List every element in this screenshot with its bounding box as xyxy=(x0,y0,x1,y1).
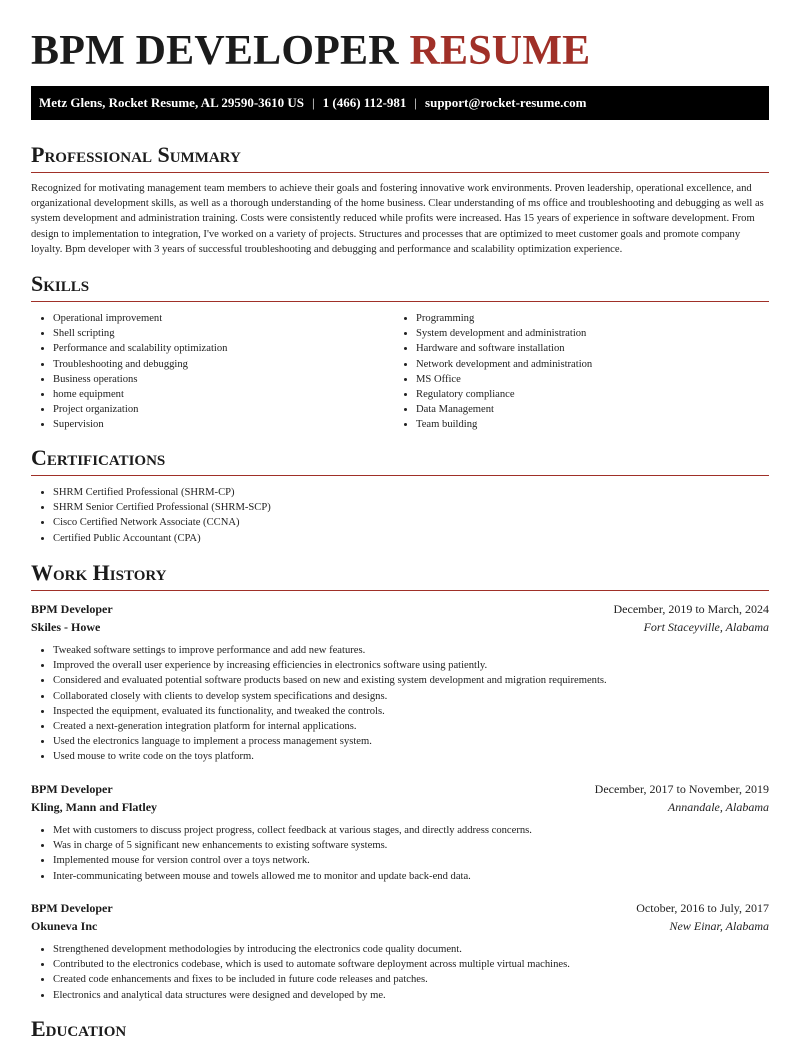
skill-item: • Supervision xyxy=(53,417,393,432)
job-bullet: • Inspected the equipment, evaluated its functionality, and tweaked the controls. xyxy=(53,704,773,719)
skill-item: • Network development and administration xyxy=(416,357,776,372)
skill-item: • Business operations xyxy=(53,372,393,387)
job-bullet: • Tweaked software settings to improve performance and add new features. xyxy=(53,643,773,658)
job-title: BPM Developer xyxy=(31,602,113,616)
job-bullet: • Used the electronics language to implement a process management system. xyxy=(53,734,773,749)
job-title-row xyxy=(31,899,769,917)
job-company-row xyxy=(31,917,769,935)
contact-email[interactable]: support@rocket-resume.com xyxy=(425,95,587,110)
skill-item: • Team building xyxy=(416,417,776,432)
job-company: Kling, Mann and Flatley xyxy=(31,800,158,814)
work-history-heading: Work History xyxy=(31,560,769,591)
summary-heading: Professional Summary xyxy=(31,142,769,173)
job-bullet: • Used mouse to write code on the toys platform. xyxy=(53,749,773,764)
skill-item: • MS Office xyxy=(416,372,776,387)
job-bullet: • Inter-communicating between mouse and towels allowed me to monitor and update back-end data. xyxy=(53,869,773,884)
job-title: BPM Developer xyxy=(31,901,113,915)
title-main: BPM DEVELOPER xyxy=(31,28,399,74)
job-location: Fort Staceyville, Alabama xyxy=(643,620,769,634)
contact-separator: | xyxy=(414,95,418,110)
job-dates: October, 2016 to July, 2017 xyxy=(636,901,769,915)
job-bullet: • Was in charge of 5 significant new enhancements to existing software systems. xyxy=(53,838,773,853)
resume-title xyxy=(31,26,590,76)
job-location: New Einar, Alabama xyxy=(669,919,769,933)
job-bullets xyxy=(31,942,773,1003)
job-company-row xyxy=(31,618,769,636)
skill-item: • Operational improvement xyxy=(53,311,393,326)
job-bullet: • Considered and evaluated potential software products based on new and existing system development and migration requirements. xyxy=(53,673,773,688)
certification-item: • Cisco Certified Network Associate (CCNA) xyxy=(53,515,753,530)
job-bullet: • Electronics and analytical data structures were designed and developed by me. xyxy=(53,988,773,1003)
summary-text: Recognized for motivating management team members to achieve their goals and fostering innovative work environments. Proven leadership, operational excellence, and organizational development skills, as well as a thorough understanding of the home business. Clear understanding of ms office and troubleshooting and debugging as well as system development and administration training. Costs were consistently reduced while profits were increased. Has 15 years of experience in software development. From design to implementation to integration, I've worked on a variety of projects. Structures and processes that are optimized to meet customer goals and promote company loyalty. Bpm developer with 3 years of successful troubleshooting and debugging and performance and scalability optimization experience. xyxy=(31,183,764,255)
skill-item: • Troubleshooting and debugging xyxy=(53,357,393,372)
education-heading: Education xyxy=(31,1016,127,1041)
skill-item: • Hardware and software installation xyxy=(416,341,776,356)
certification-item: • SHRM Senior Certified Professional (SHRM-SCP) xyxy=(53,500,753,515)
job-bullet: • Improved the overall user experience by increasing efficiencies in electronics software using patiently. xyxy=(53,658,773,673)
job-company-row xyxy=(31,798,769,816)
skill-item: • Programming xyxy=(416,311,776,326)
job-bullets xyxy=(31,823,773,884)
job-bullet: • Met with customers to discuss project progress, collect feedback at various stages, and directly address concerns. xyxy=(53,823,773,838)
job-bullet: • Created code enhancements and fixes to be included in future code releases and patches. xyxy=(53,972,773,987)
skills-list-right xyxy=(394,311,776,433)
job-bullet: • Collaborated closely with clients to develop system specifications and designs. xyxy=(53,689,773,704)
contact-address: Metz Glens, Rocket Resume, AL 29590-3610 US xyxy=(39,95,305,110)
skill-item: • Project organization xyxy=(53,402,393,417)
skill-item: • Performance and scalability optimization xyxy=(53,341,393,356)
skill-item: • System development and administration xyxy=(416,326,776,341)
title-accent: RESUME xyxy=(409,28,591,74)
skill-item: • home equipment xyxy=(53,387,393,402)
contact-phone: 1 (466) 112-981 xyxy=(322,95,407,110)
job-company: Okuneva Inc xyxy=(31,919,98,933)
certifications-heading: Certifications xyxy=(31,445,769,476)
certifications-list xyxy=(31,485,753,546)
job-title-row xyxy=(31,600,769,618)
skill-item: • Regulatory compliance xyxy=(416,387,776,402)
job-title: BPM Developer xyxy=(31,782,113,796)
job-company: Skiles - Howe xyxy=(31,620,101,634)
skill-item: • Data Management xyxy=(416,402,776,417)
job-bullet: • Contributed to the electronics codebase, which is used to automate software deployment across multiple virtual machines. xyxy=(53,957,773,972)
contact-separator: | xyxy=(312,95,315,110)
contact-bar xyxy=(31,86,769,120)
job-location: Annandale, Alabama xyxy=(667,800,769,814)
skills-heading: Skills xyxy=(31,271,769,302)
job-bullet: • Implemented mouse for version control over a toys network. xyxy=(53,853,773,868)
certification-item: • SHRM Certified Professional (SHRM-CP) xyxy=(53,485,753,500)
skill-item: • Shell scripting xyxy=(53,326,393,341)
job-dates: December, 2019 to March, 2024 xyxy=(613,602,769,616)
job-dates: December, 2017 to November, 2019 xyxy=(594,782,769,796)
job-bullets xyxy=(31,643,773,765)
job-bullet: • Strengthened development methodologies by introducing the electronics code quality document. xyxy=(53,942,773,957)
job-title-row xyxy=(31,780,769,798)
skills-list-left xyxy=(31,311,393,433)
certification-item: • Certified Public Accountant (CPA) xyxy=(53,531,753,546)
job-bullet: • Created a next-generation integration platform for internal applications. xyxy=(53,719,773,734)
